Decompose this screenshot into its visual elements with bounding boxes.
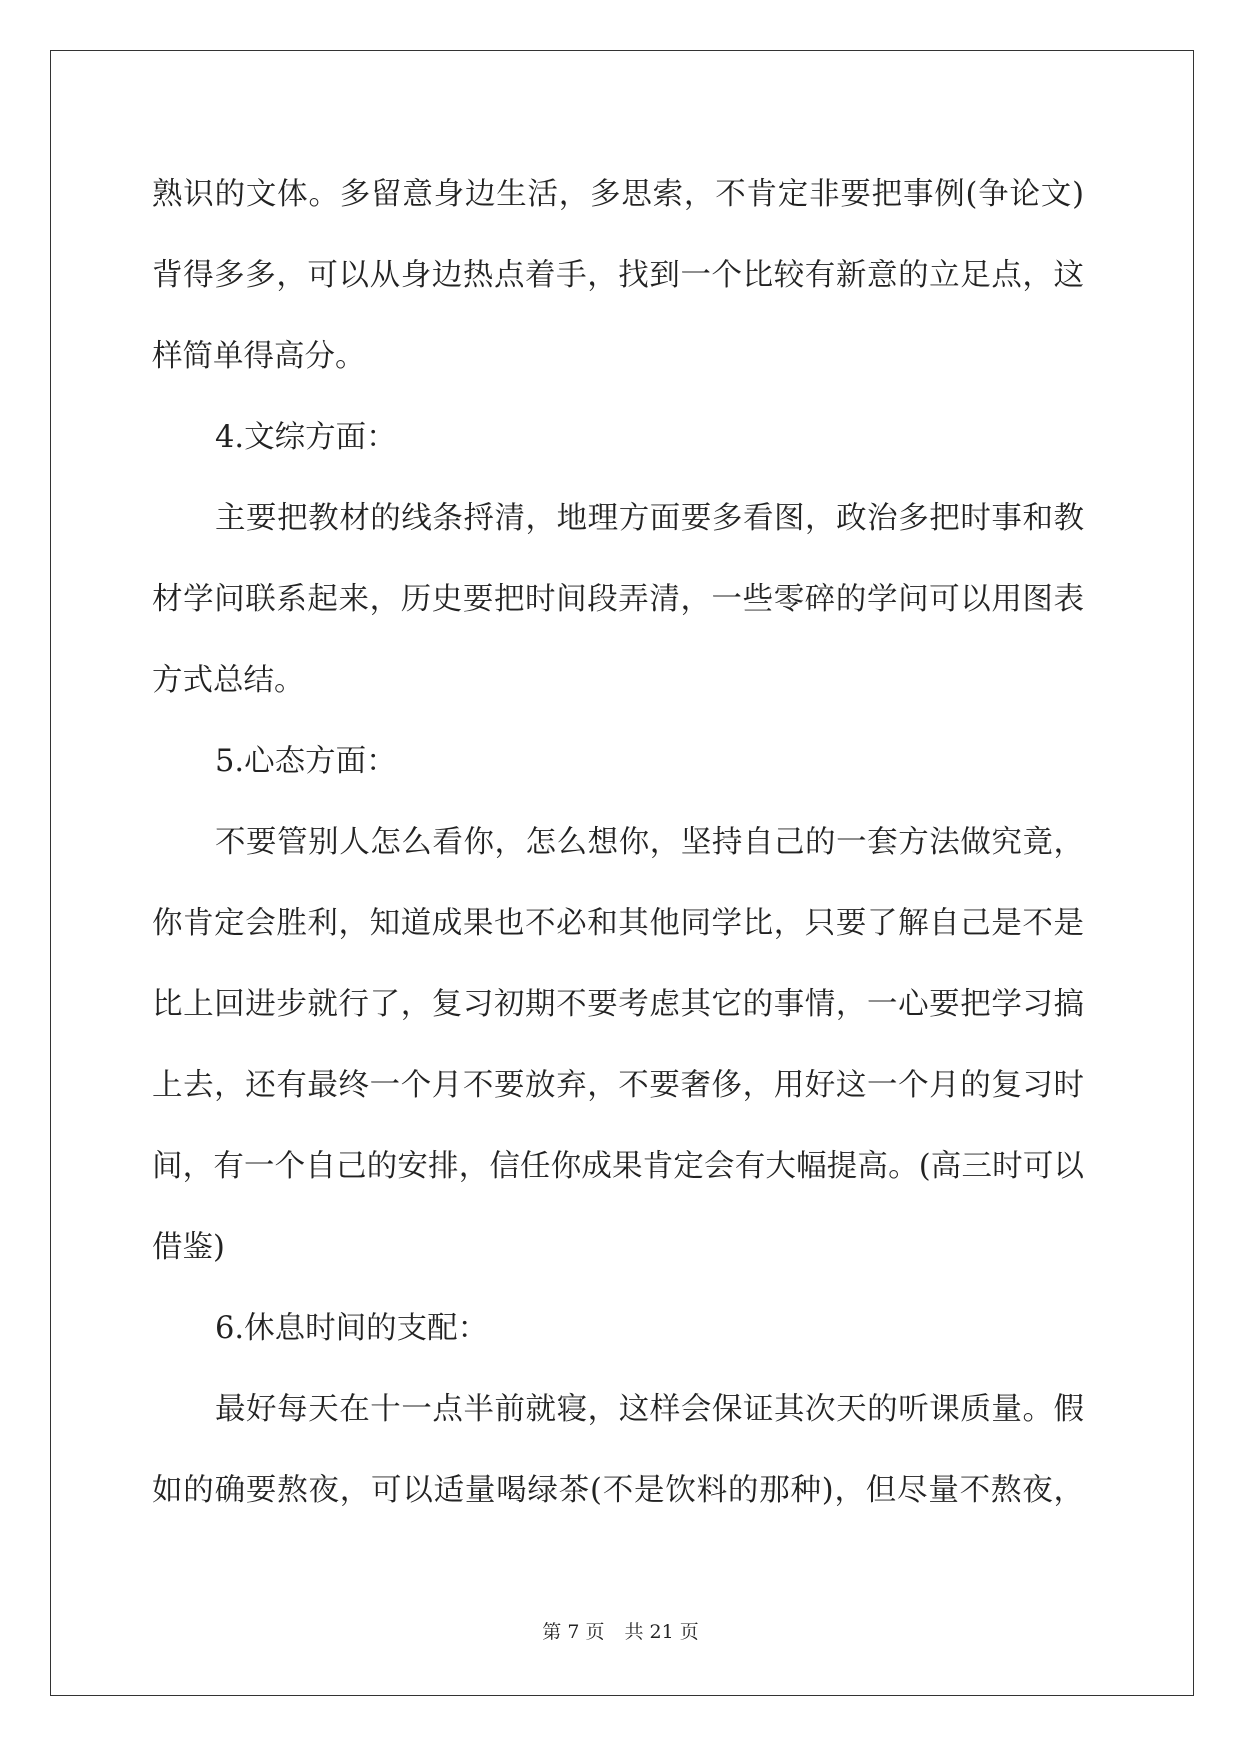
text-line: 主要把教材的线条捋清，地理方面要多看图，政治多把时事和教 (215, 501, 1084, 536)
text-line: 不要管别人怎么看你，怎么想你，坚持自己的一套方法做究竟， (215, 825, 1084, 860)
text-line: 背得多多，可以从身边热点着手，找到一个比较有新意的立足点，这 (152, 258, 1084, 293)
text-line: 材学问联系起来，历史要把时间段弄清，一些零碎的学问可以用图表 (152, 582, 1084, 617)
text-line: 熟识的文体。多留意身边生活，多思索，不肯定非要把事例(争论文) (152, 177, 1084, 212)
section-heading: 4.文综方面： (215, 420, 397, 455)
text-line: 方式总结。 (152, 663, 305, 698)
text-line: 最好每天在十一点半前就寝，这样会保证其次天的听课质量。假 (215, 1392, 1084, 1427)
text-line: 借鉴) (152, 1230, 225, 1265)
text-line: 上去，还有最终一个月不要放弃，不要奢侈，用好这一个月的复习时 (152, 1068, 1084, 1103)
document-body (152, 154, 1084, 1531)
section-heading: 5.心态方面： (215, 744, 397, 779)
text-line: 你肯定会胜利，知道成果也不必和其他同学比，只要了解自己是不是 (152, 906, 1084, 941)
text-line: 如的确要熬夜，可以适量喝绿茶(不是饮料的那种)，但尽量不熬夜， (152, 1473, 1084, 1508)
page-footer (0, 1620, 1241, 1644)
page-total: 共 21 页 (624, 1621, 699, 1643)
text-line: 样简单得高分。 (152, 339, 366, 374)
section-heading: 6.休息时间的支配： (215, 1311, 489, 1346)
text-line: 间，有一个自己的安排，信任你成果肯定会有大幅提高。(高三时可以 (152, 1149, 1084, 1184)
text-line: 比上回进步就行了，复习初期不要考虑其它的事情，一心要把学习搞 (152, 987, 1084, 1022)
page-number: 第 7 页 (542, 1621, 605, 1643)
